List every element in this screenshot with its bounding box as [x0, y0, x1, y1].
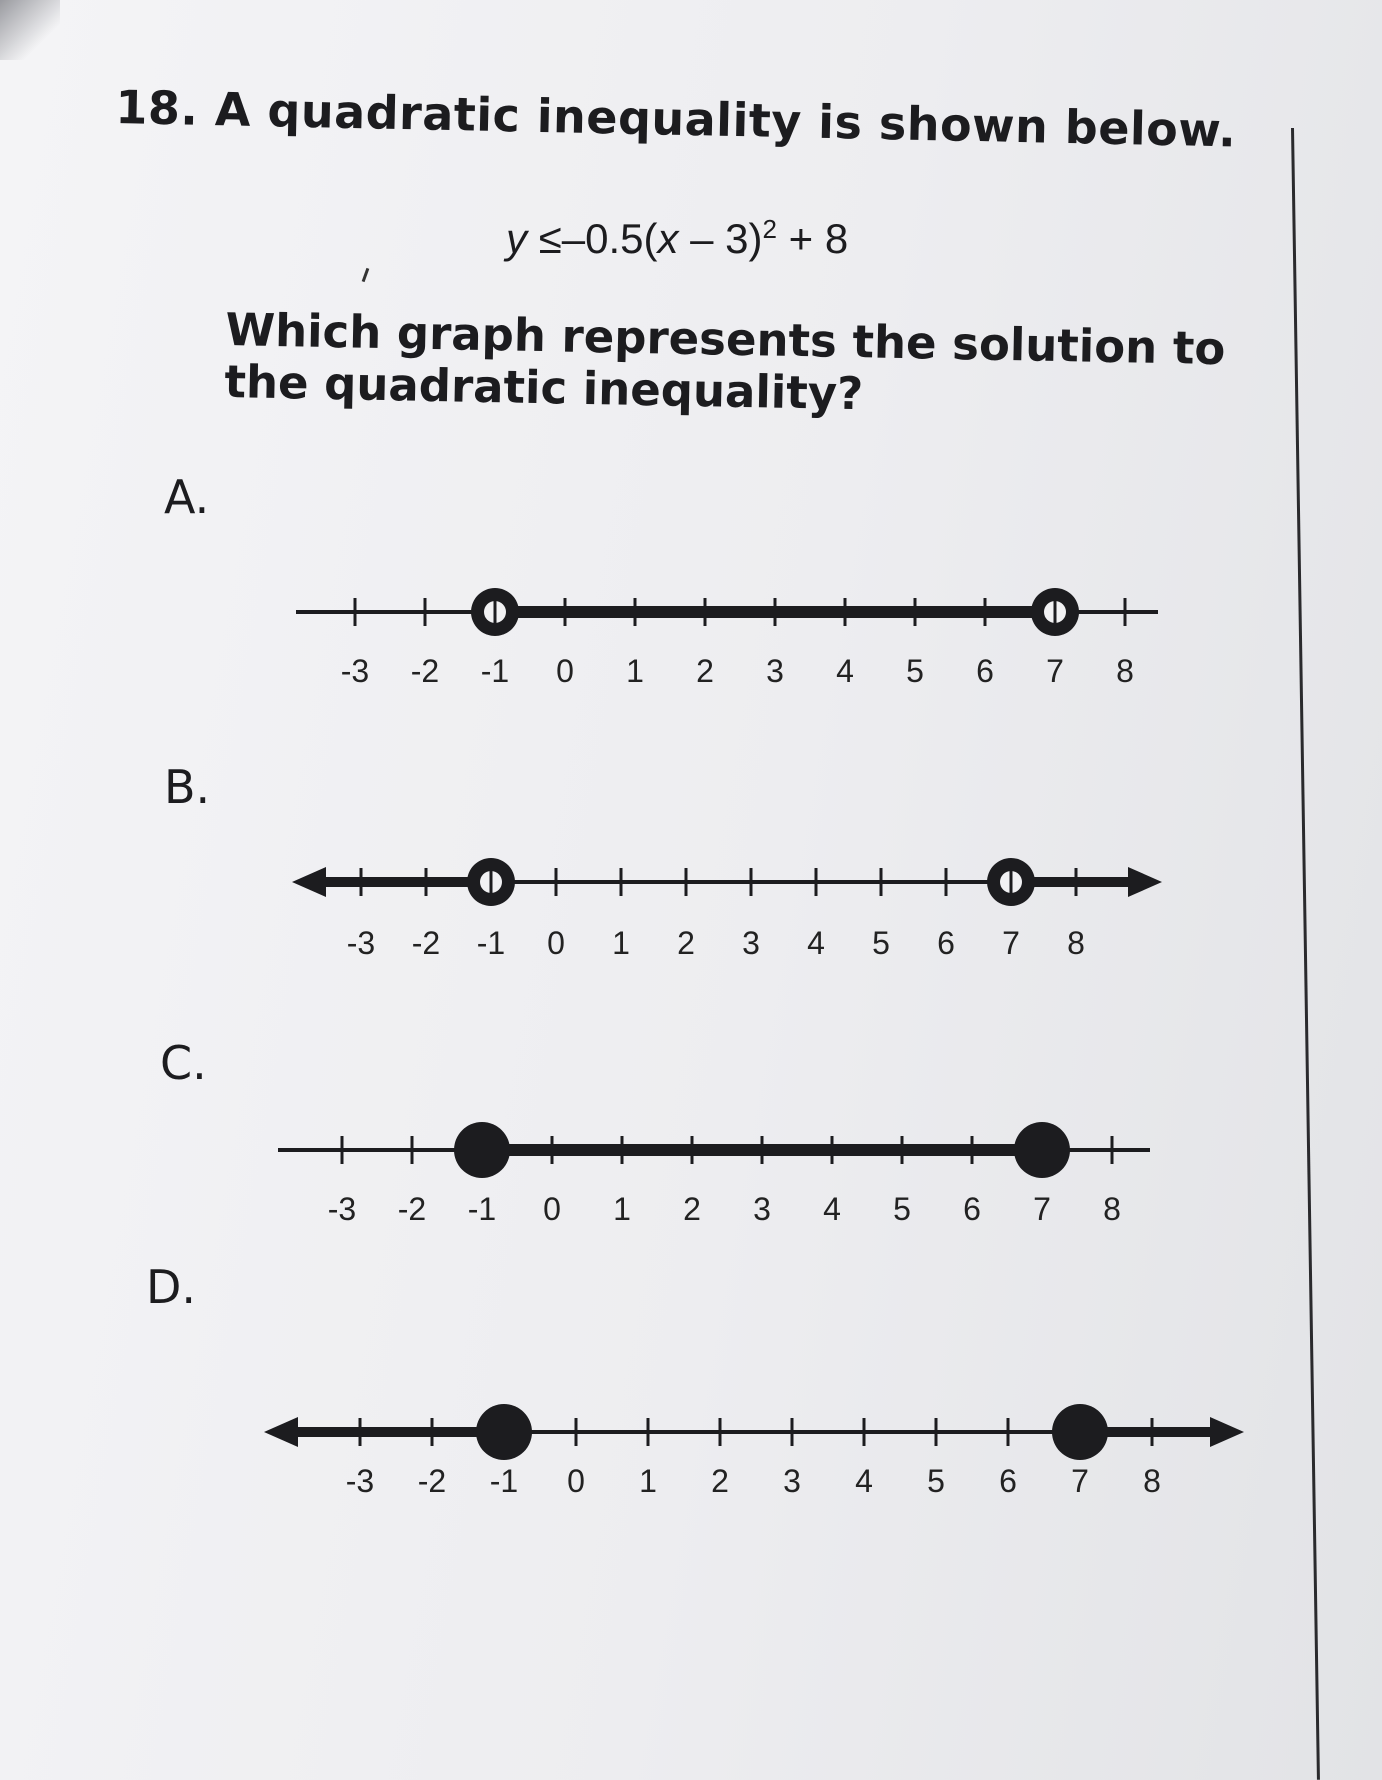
option-b-number-line[interactable]: [292, 858, 1162, 961]
option-d-letter[interactable]: D.: [146, 1260, 197, 1314]
tick-label: 4: [855, 1463, 873, 1499]
tick-label: 1: [639, 1463, 657, 1499]
option-a-letter[interactable]: A.: [164, 470, 210, 524]
tick-label: 2: [683, 1191, 701, 1227]
tick-label: 3: [783, 1463, 801, 1499]
tick-label: -3: [327, 1191, 357, 1227]
tick-label: -3: [340, 653, 370, 689]
tick-label: 4: [823, 1191, 841, 1227]
tick-label: 6: [937, 925, 955, 961]
equation-rhs-mid: – 3): [678, 215, 763, 262]
equation-lhs: y: [506, 215, 527, 262]
tick-label: -1: [489, 1463, 519, 1499]
option-b-letter[interactable]: B.: [164, 760, 211, 814]
tick-label: -2: [397, 1191, 427, 1227]
tick-label: 6: [999, 1463, 1017, 1499]
equation-operator: ≤: [538, 215, 562, 262]
tick-label: 5: [906, 653, 924, 689]
right-endpoint-closed: [1052, 1404, 1108, 1460]
equation-var: x: [657, 215, 679, 262]
tick-label: 7: [1046, 653, 1064, 689]
tick-label: -2: [417, 1463, 447, 1499]
tick-label: 2: [677, 925, 695, 961]
tick-label: 0: [567, 1463, 585, 1499]
tick-label: 5: [872, 925, 890, 961]
tick-label: 1: [613, 1191, 631, 1227]
equation-exponent: 2: [762, 214, 777, 244]
tick-label: 2: [696, 653, 714, 689]
tick-label: -1: [480, 653, 510, 689]
tick-label: 8: [1143, 1463, 1161, 1499]
tick-label: -3: [345, 1463, 375, 1499]
equation-rhs-pre: –0.5(: [561, 215, 658, 262]
tick-label: 5: [927, 1463, 945, 1499]
tick-label: 2: [711, 1463, 729, 1499]
tick-label: 6: [976, 653, 994, 689]
left-endpoint-closed: [454, 1122, 510, 1178]
tick-label: 0: [543, 1191, 561, 1227]
option-c-number-line[interactable]: [278, 1122, 1150, 1227]
tick-label: 7: [1002, 925, 1020, 961]
tick-label: -1: [467, 1191, 497, 1227]
question-title: 18. A quadratic inequality is shown below.: [114, 80, 1237, 158]
tick-label: -1: [476, 925, 506, 961]
tick-label: 0: [547, 925, 565, 961]
left-endpoint-closed: [476, 1404, 532, 1460]
tick-label: -2: [410, 653, 440, 689]
tick-label: 3: [766, 653, 784, 689]
option-c-letter[interactable]: C.: [160, 1036, 207, 1090]
tick-label: 1: [626, 653, 644, 689]
right-endpoint-closed: [1014, 1122, 1070, 1178]
tick-label: 8: [1103, 1191, 1121, 1227]
tick-label: 5: [893, 1191, 911, 1227]
tick-label: 3: [742, 925, 760, 961]
tick-label: 8: [1067, 925, 1085, 961]
equation-rhs-post: + 8: [776, 215, 849, 262]
tick-label: 3: [753, 1191, 771, 1227]
tick-label: 7: [1071, 1463, 1089, 1499]
tick-label: 4: [836, 653, 854, 689]
tick-label: -2: [411, 925, 441, 961]
question-prompt: Which graph represents the solution to the quadratic inequality?: [224, 303, 1226, 421]
option-d-number-line[interactable]: [264, 1404, 1244, 1499]
tick-label: 1: [612, 925, 630, 961]
tick-label: 7: [1033, 1191, 1051, 1227]
tick-label: 6: [963, 1191, 981, 1227]
tick-label: -3: [346, 925, 376, 961]
tick-label: 0: [556, 653, 574, 689]
tick-label: 4: [807, 925, 825, 961]
option-a-number-line[interactable]: [296, 588, 1158, 689]
tick-label: 8: [1116, 653, 1134, 689]
